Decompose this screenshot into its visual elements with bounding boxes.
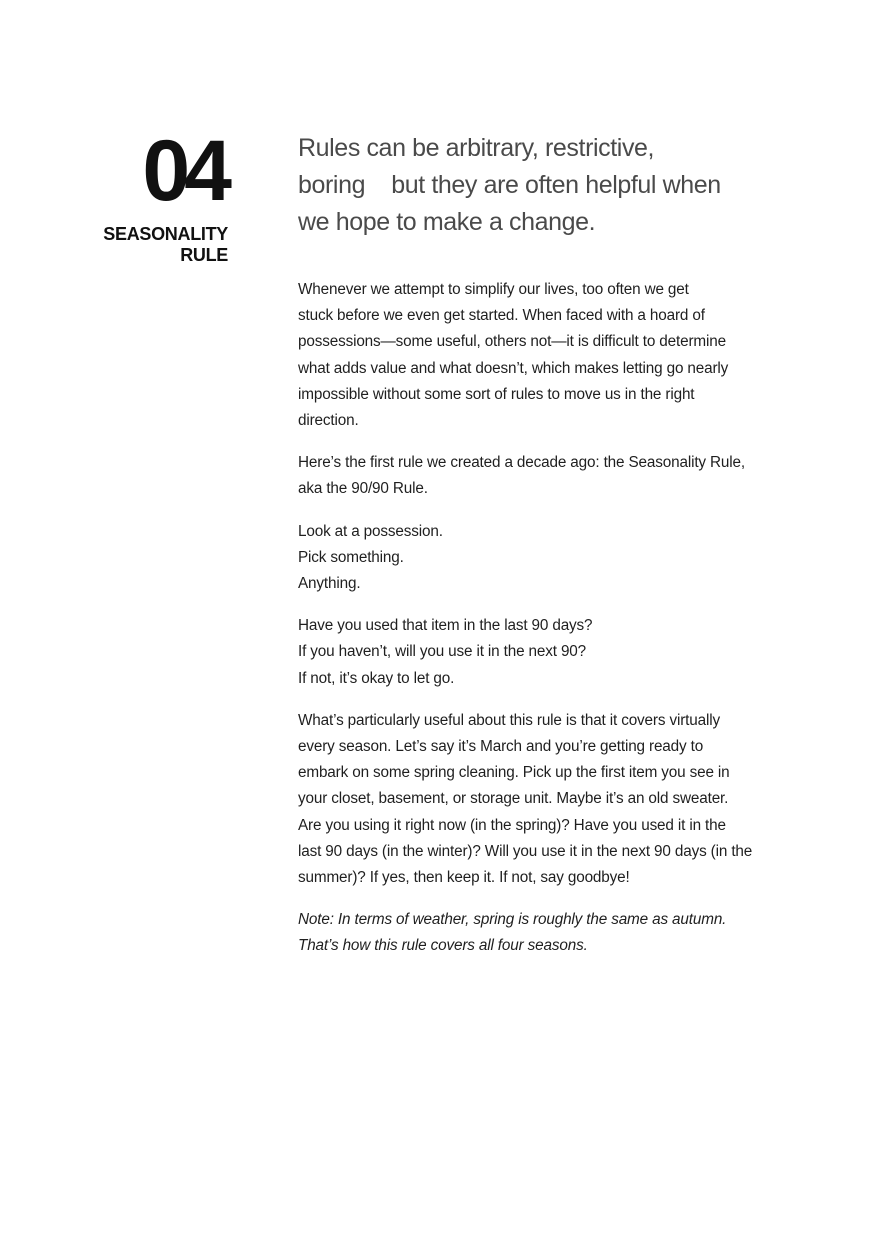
text-line: If you haven’t, will you use it in the next 90?: [298, 643, 587, 661]
text-line: your closet, basement, or storage unit. Maybe it’s an old sweater.: [298, 790, 729, 808]
lead-line: Rules can be arbitrary, restrictive,: [298, 134, 655, 162]
lead-line: we hope to make a change.: [298, 208, 596, 236]
paragraph-instructions: [298, 519, 768, 598]
text-line: That’s how this rule covers all four seasons.: [298, 937, 588, 955]
text-line: last 90 days (in the winter)? Will you use it in the next 90 days (in the: [298, 842, 753, 860]
text-line: impossible without some sort of rules to move us in the right: [298, 385, 695, 403]
text-line: direction.: [298, 412, 359, 430]
chapter-heading: [28, 123, 228, 266]
chapter-body: [298, 130, 768, 976]
lead-quote: [298, 130, 768, 241]
text-line: what adds value and what doesn’t, which makes letting go nearly: [298, 359, 729, 377]
text-line: stuck before we even get started. When faced with a hoard of: [298, 307, 705, 325]
text-line: Here’s the first rule we created a decade ago: the Seasonality Rule,: [298, 454, 745, 472]
text-line: What’s particularly useful about this rule is that it covers virtually: [298, 711, 720, 729]
chapter-title-line-1: SEASONALITY: [103, 224, 228, 244]
chapter-title: [28, 224, 228, 266]
paragraph-questions: [298, 613, 768, 692]
paragraph-intro: [298, 277, 768, 434]
chapter-title-line-2: RULE: [180, 245, 228, 265]
text-line: Anything.: [298, 575, 361, 593]
text-line: aka the 90/90 Rule.: [298, 480, 428, 498]
lead-line: boring but they are often helpful when: [298, 171, 721, 199]
text-line: Are you using it right now (in the spring)? Have you used it in the: [298, 816, 726, 834]
text-line: embark on some spring cleaning. Pick up the first item you see in: [298, 764, 730, 782]
text-line: possessions—some useful, others not—it is difficult to determine: [298, 333, 726, 351]
paragraph-note: [298, 907, 768, 959]
text-line: summer)? If yes, then keep it. If not, say goodbye!: [298, 869, 630, 887]
text-line: If not, it’s okay to let go.: [298, 669, 455, 687]
paragraph-example: [298, 708, 768, 891]
text-line: Whenever we attempt to simplify our lives, too often we get: [298, 281, 689, 298]
text-line: Pick something.: [298, 548, 404, 566]
paragraph-rule-origin: [298, 450, 768, 502]
text-line: Have you used that item in the last 90 days?: [298, 617, 593, 635]
chapter-number: 04: [142, 123, 226, 219]
text-line: Look at a possession.: [298, 522, 443, 540]
text-line: every season. Let’s say it’s March and you’re getting ready to: [298, 738, 704, 756]
text-line: Note: In terms of weather, spring is roughly the same as autumn.: [298, 911, 727, 929]
